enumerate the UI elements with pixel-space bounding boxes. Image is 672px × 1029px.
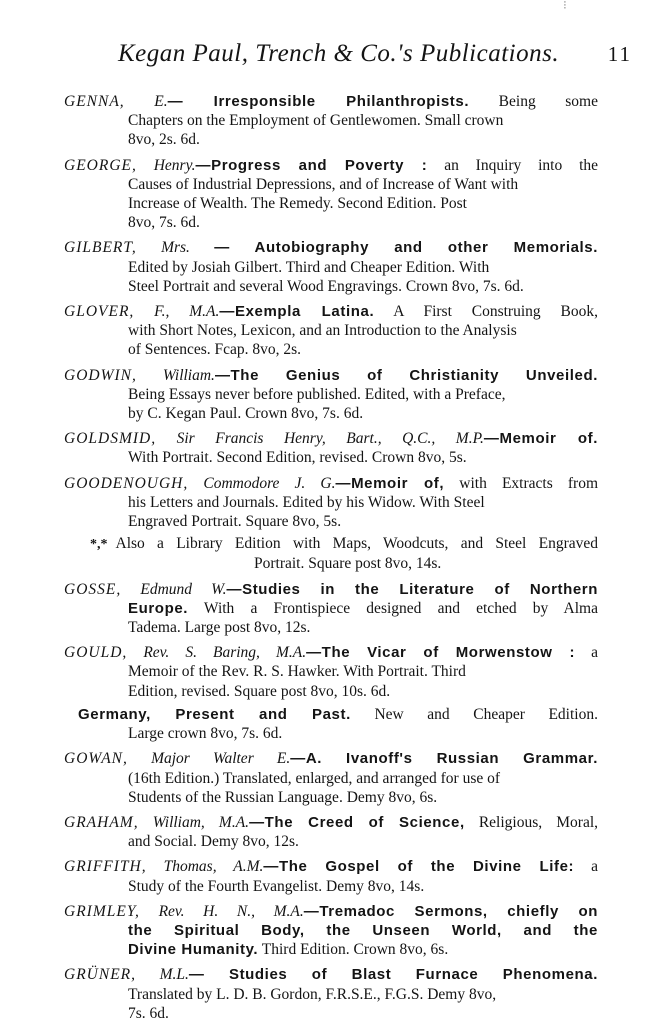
entry-gosse (64, 580, 598, 638)
entry-text: with Extracts from (444, 474, 598, 492)
entry-text: With a Frontispiece designed and etched by Alma (188, 599, 598, 617)
entry-griffith (64, 857, 598, 895)
entry-grimley (64, 902, 598, 960)
entry-text: a (575, 644, 598, 662)
entry-text: Tadema. Large post 8vo, 12s. (128, 619, 311, 637)
author-name: GOODENOUGH, (64, 474, 189, 492)
entry-gruner (64, 965, 598, 1023)
entry-text: Memoir of the Rev. R. S. Hawker. With Portrait. Third (128, 663, 466, 681)
entry-text: Being some (469, 93, 598, 110)
entry-text: Students of the Russian Language. Demy 8vo, 6s. (128, 788, 438, 806)
author-detail: M.L. (159, 966, 189, 984)
book-title: —The Genius of Christianity Unveiled. (214, 366, 598, 384)
entry-text: 8vo, 2s. 6d. (128, 131, 200, 149)
entry-text: by C. Kegan Paul. Crown 8vo, 7s. 6d. (128, 405, 364, 423)
entry-text: With Portrait. Second Edition, revised. Crown 8vo, 5s. (128, 449, 467, 467)
entry-goldsmid (64, 429, 598, 467)
author-name: GOSSE, (64, 580, 122, 598)
author-detail: Thomas, A.M. (163, 858, 264, 876)
book-title: —Memoir of. (483, 430, 599, 448)
entry-text: Also a Library Edition with Maps, Woodcuts, and Steel Engraved (115, 535, 598, 553)
entry-text: and Social. Demy 8vo, 12s. (128, 833, 299, 851)
book-title: —Memoir of, (335, 474, 445, 492)
author-name: GLOVER, (64, 303, 135, 321)
entry-godwin (64, 366, 598, 424)
entry-text: Large crown 8vo, 7s. 6d. (128, 725, 283, 743)
author-detail: Edmund W. (140, 580, 227, 598)
author-name: GOLDSMID, (64, 430, 157, 448)
entry-text: A First Construing Book, (374, 303, 598, 321)
book-title: — Autobiography and other Memorials. (214, 239, 599, 257)
entry-text: Edition, revised. Square post 8vo, 10s. 6d. (128, 682, 391, 700)
entry-text: Increase of Wealth. The Remedy. Second Edition. Post (128, 195, 467, 213)
entry-text: (16th Edition.) Translated, enlarged, and arranged for use of (128, 769, 501, 787)
book-title-cont: Europe. (128, 599, 189, 617)
author-name: GOWAN, (64, 750, 128, 768)
entry-gowan (64, 749, 598, 807)
author-detail: Henry. (153, 156, 196, 174)
entry-text: his Letters and Journals. Edited by his Widow. With Steel (128, 493, 485, 511)
author-name: GEORGE, (64, 156, 137, 174)
entry-george (64, 156, 598, 233)
entry-text: Engraved Portrait. Square 8vo, 5s. (128, 513, 342, 531)
author-detail: F., M.A. (154, 303, 220, 321)
author-detail: William. (162, 366, 215, 384)
entry-text: an Inquiry into the (427, 156, 599, 174)
running-title: Kegan Paul, Trench & Co.'s Publications. (118, 40, 560, 67)
book-title: —The Creed of Science, (249, 813, 465, 831)
entry-text: a (574, 858, 598, 876)
book-title: — Irresponsible Philanthropists. (167, 93, 470, 110)
book-title: Germany, Present and Past. (78, 705, 351, 723)
entry-text: 8vo, 7s. 6d. (128, 214, 200, 232)
author-detail: Mrs. (161, 239, 190, 257)
book-title: —A. Ivanoff's Russian Grammar. (290, 750, 599, 768)
asterism-icon: *,* (90, 537, 108, 553)
author-detail: Sir Francis Henry, Bart., Q.C., M.P. (176, 430, 484, 448)
entry-goodenough (64, 474, 598, 532)
author-name: GRIMLEY, (64, 902, 140, 920)
author-name: GILBERT, (64, 239, 137, 257)
entry-text: Study of the Fourth Evangelist. Demy 8vo, 14s. (128, 877, 425, 895)
author-name: GOULD, (64, 644, 128, 662)
book-title-cont: Divine Humanity. (128, 941, 259, 959)
book-title: —The Gospel of the Divine Life: (263, 858, 575, 876)
book-title-cont: the Spiritual Body, the Unseen World, and the (128, 921, 598, 939)
book-title: —Progress and Poverty : (195, 156, 428, 174)
author-detail: Major Walter E. (151, 750, 291, 768)
author-detail: Rev. S. Baring, M.A. (143, 644, 307, 662)
author-name: GRIFFITH, (64, 858, 147, 876)
catalogue-entries (64, 92, 598, 1029)
author-detail: Rev. H. N., M.A. (158, 902, 304, 920)
author-name: GODWIN, (64, 366, 137, 384)
entry-text: Translated by L. D. B. Gordon, F.R.S.E., F.G.S. Demy 8vo, (128, 985, 497, 1003)
entry-note-library-edition (64, 534, 598, 573)
running-header (118, 40, 632, 76)
author-name: GRAHAM, (64, 813, 139, 831)
entry-text: Edited by Josiah Gilbert. Third and Cheaper Edition. With (128, 258, 490, 276)
entry-gould-germany (64, 705, 598, 743)
book-title: —Studies in the Literature of Northern (226, 580, 599, 598)
entry-text: 7s. 6d. (128, 1004, 169, 1022)
book-title: —The Vicar of Morwenstow : (306, 644, 576, 662)
entry-text: Being Essays never before published. Edited, with a Preface, (128, 385, 506, 403)
entry-text: with Short Notes, Lexicon, and an Introduction to the Analysis (128, 322, 517, 340)
entry-text: Chapters on the Employment of Gentlewomen. Small crown (128, 112, 504, 130)
page-edge-mark: ⁝ (563, 0, 567, 12)
entry-text: Steel Portrait and several Wood Engravings. Crown 8vo, 7s. 6d. (128, 277, 524, 295)
entry-text: of Sentences. Fcap. 8vo, 2s. (128, 341, 302, 359)
entry-graham (64, 813, 598, 851)
entry-text: Portrait. Square post 8vo, 14s. (254, 555, 442, 573)
entry-gould (64, 643, 598, 701)
book-title: — Studies of Blast Furnace Phenomena. (188, 966, 598, 984)
entry-text: Third Edition. Crown 8vo, 6s. (258, 941, 449, 959)
book-title: —Tremadoc Sermons, chiefly on (303, 902, 599, 920)
page-number: 11 (607, 42, 632, 66)
entry-text: Religious, Moral, (464, 813, 599, 831)
book-title: —Exempla Latina. (219, 303, 375, 321)
author-detail: William, M.A. (152, 813, 250, 831)
entry-glover (64, 302, 598, 360)
entry-text: New and Cheaper Edition. (350, 705, 598, 723)
author-detail: E. (154, 93, 168, 110)
author-name: GRÜNER, (64, 966, 137, 984)
author-name: GENNA, (64, 93, 125, 110)
author-detail: Commodore J. G. (203, 474, 336, 492)
entry-gilbert (64, 238, 598, 296)
entry-genna (64, 92, 598, 150)
entry-text: Causes of Industrial Depressions, and of Increase of Want with (128, 175, 519, 193)
